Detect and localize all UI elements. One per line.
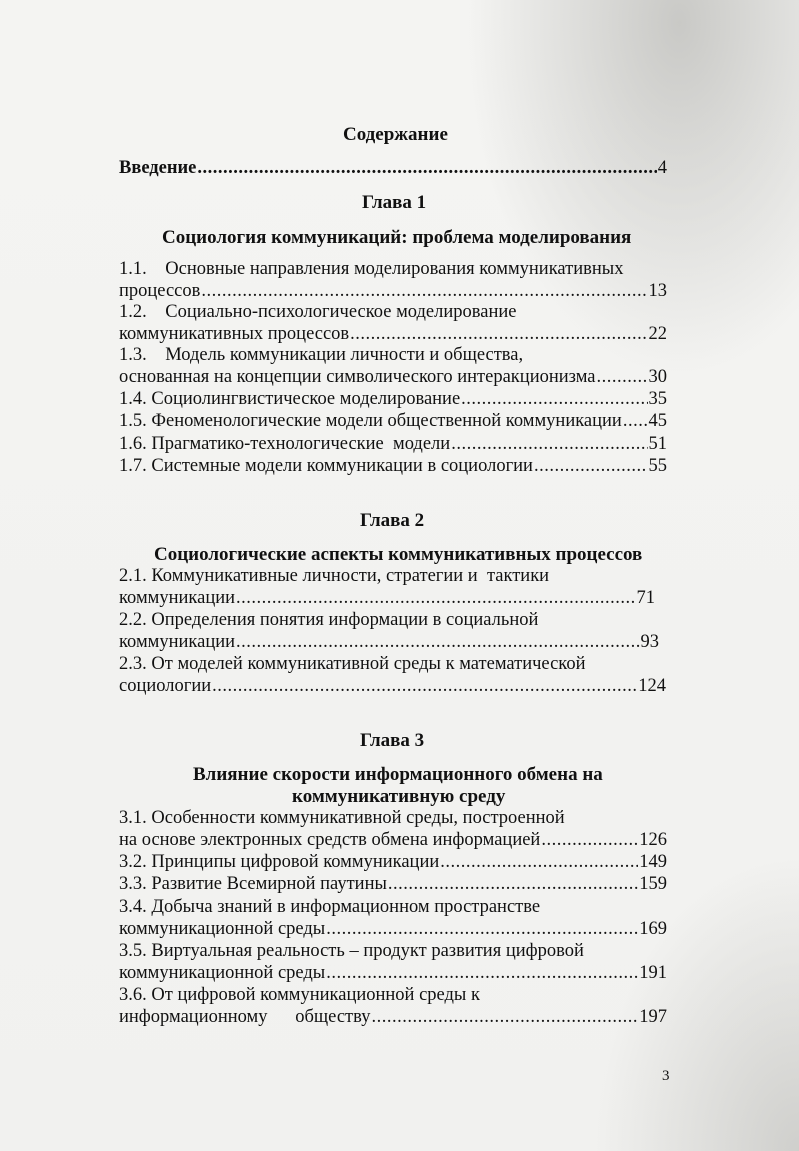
toc-entry-3-4[interactable] [119, 897, 667, 941]
toc-entry-1-7[interactable] [119, 456, 667, 478]
toc-entry-page: 149 [639, 852, 667, 872]
toc-entry-page: 124 [638, 676, 666, 696]
toc-entry-3-1[interactable] [119, 808, 667, 852]
chapter-2-title: Социологические аспекты коммуникативных процессов [154, 544, 643, 565]
toc-entry-page: 13 [648, 281, 667, 301]
leader-dots [388, 874, 638, 895]
chapter-3-heading: Глава 3 [360, 730, 425, 751]
toc-entry-text: 1.2. Социально-психологическое моделирование [119, 302, 517, 322]
toc-entry-text: коммуникативных процессов [119, 324, 350, 344]
page-title: Содержание [343, 124, 448, 145]
toc-entry-text: коммуникационной среды [119, 963, 326, 983]
leader-dots [451, 434, 647, 455]
toc-entry-2-2[interactable] [119, 610, 659, 654]
toc-entry-1-6[interactable] [119, 434, 667, 456]
leader-dots [623, 411, 648, 432]
toc-intro[interactable] [119, 158, 667, 180]
leader-dots [212, 676, 637, 697]
toc-entry-text: информационному обществу [119, 1007, 371, 1027]
toc-entry-text: 3.5. Виртуальная реальность – продукт развития цифровой [119, 941, 584, 961]
leader-dots [461, 389, 647, 410]
toc-entry-text: 1.4. Социолингвистическое моделирование [119, 389, 461, 409]
toc-entry-1-4[interactable] [119, 389, 667, 411]
leader-dots [197, 158, 656, 179]
toc-entry-3-6[interactable] [119, 985, 667, 1029]
toc-entry-2-3[interactable] [119, 654, 666, 698]
toc-entry-3-2[interactable] [119, 852, 667, 874]
chapter-3-title-line2: коммуникативную среду [292, 786, 506, 807]
toc-intro-label: Введение [119, 158, 197, 178]
leader-dots [326, 963, 638, 984]
toc-entry-text: коммуникационной среды [119, 919, 326, 939]
leader-dots [236, 588, 635, 609]
leader-dots [440, 852, 638, 873]
toc-entry-text: основанная на концепции символического интеракционизма [119, 367, 596, 387]
leader-dots [371, 1007, 638, 1028]
toc-entry-text: 1.7. Системные модели коммуникации в социологии [119, 456, 533, 476]
toc-entry-page: 126 [639, 830, 667, 850]
toc-entry-text: 3.1. Особенности коммуникативной среды, построенной [119, 808, 565, 828]
toc-entry-text: 3.6. От цифровой коммуникационной среды к [119, 985, 480, 1005]
toc-entry-page: 22 [648, 324, 667, 344]
toc-entry-text: 2.1. Коммуникативные личности, стратегии и тактики [119, 566, 550, 586]
toc-entry-page: 191 [639, 963, 667, 983]
toc-entry-page: 197 [639, 1007, 667, 1027]
toc-entry-text: 2.2. Определения понятия информации в социальной [119, 610, 539, 630]
toc-entry-text: социологии [119, 676, 212, 696]
toc-entry-text: 3.4. Добыча знаний в информационном пространстве [119, 897, 541, 917]
toc-entry-text: 1.5. Феноменологические модели общественной коммуникации [119, 411, 622, 431]
leader-dots [236, 632, 639, 653]
toc-entry-1-1[interactable] [119, 259, 667, 303]
toc-entry-1-3[interactable] [119, 345, 667, 389]
toc-entry-text: коммуникации [119, 588, 236, 608]
toc-entry-page: 159 [639, 874, 667, 894]
toc-entry-3-3[interactable] [119, 874, 667, 896]
toc-entry-2-1[interactable] [119, 566, 655, 610]
chapter-1-heading: Глава 1 [362, 192, 427, 213]
toc-entry-text: 1.6. Прагматико-технологические модели [119, 434, 451, 454]
toc-entry-page: 169 [639, 919, 667, 939]
toc-entry-text: 3.2. Принципы цифровой коммуникации [119, 852, 440, 872]
toc-entry-page: 71 [636, 588, 655, 608]
toc-entry-page: 35 [648, 389, 667, 409]
toc-entry-1-5[interactable] [119, 411, 667, 433]
leader-dots [201, 281, 647, 302]
toc-entry-3-5[interactable] [119, 941, 667, 985]
leader-dots [596, 367, 647, 388]
toc-entry-text: на основе электронных средств обмена информацией [119, 830, 541, 850]
toc-entry-page: 55 [648, 456, 667, 476]
toc-entry-text: коммуникации [119, 632, 236, 652]
toc-entry-text: 1.1. Основные направления моделирования коммуникативных [119, 259, 624, 279]
chapter-1-title: Социология коммуникаций: проблема моделирования [162, 227, 632, 248]
toc-entry-page: 51 [648, 434, 667, 454]
leader-dots [541, 830, 638, 851]
leader-dots [534, 456, 648, 477]
leader-dots [350, 324, 647, 345]
chapter-3-title-line1: Влияние скорости информационного обмена на [193, 764, 603, 785]
toc-entry-text: 3.3. Развитие Всемирной паутины [119, 874, 387, 894]
leader-dots [326, 919, 638, 940]
toc-intro-page: 4 [657, 158, 667, 178]
toc-entry-page: 93 [640, 632, 659, 652]
toc-entry-text: 1.3. Модель коммуникации личности и общества, [119, 345, 524, 365]
toc-entry-text: процессов [119, 281, 201, 301]
chapter-2-heading: Глава 2 [360, 510, 425, 531]
page-number: 3 [662, 1068, 670, 1084]
toc-entry-page: 45 [648, 411, 667, 431]
toc-entry-text: 2.3. От моделей коммуникативной среды к математической [119, 654, 586, 674]
toc-entry-1-2[interactable] [119, 302, 667, 346]
toc-entry-page: 30 [648, 367, 667, 387]
